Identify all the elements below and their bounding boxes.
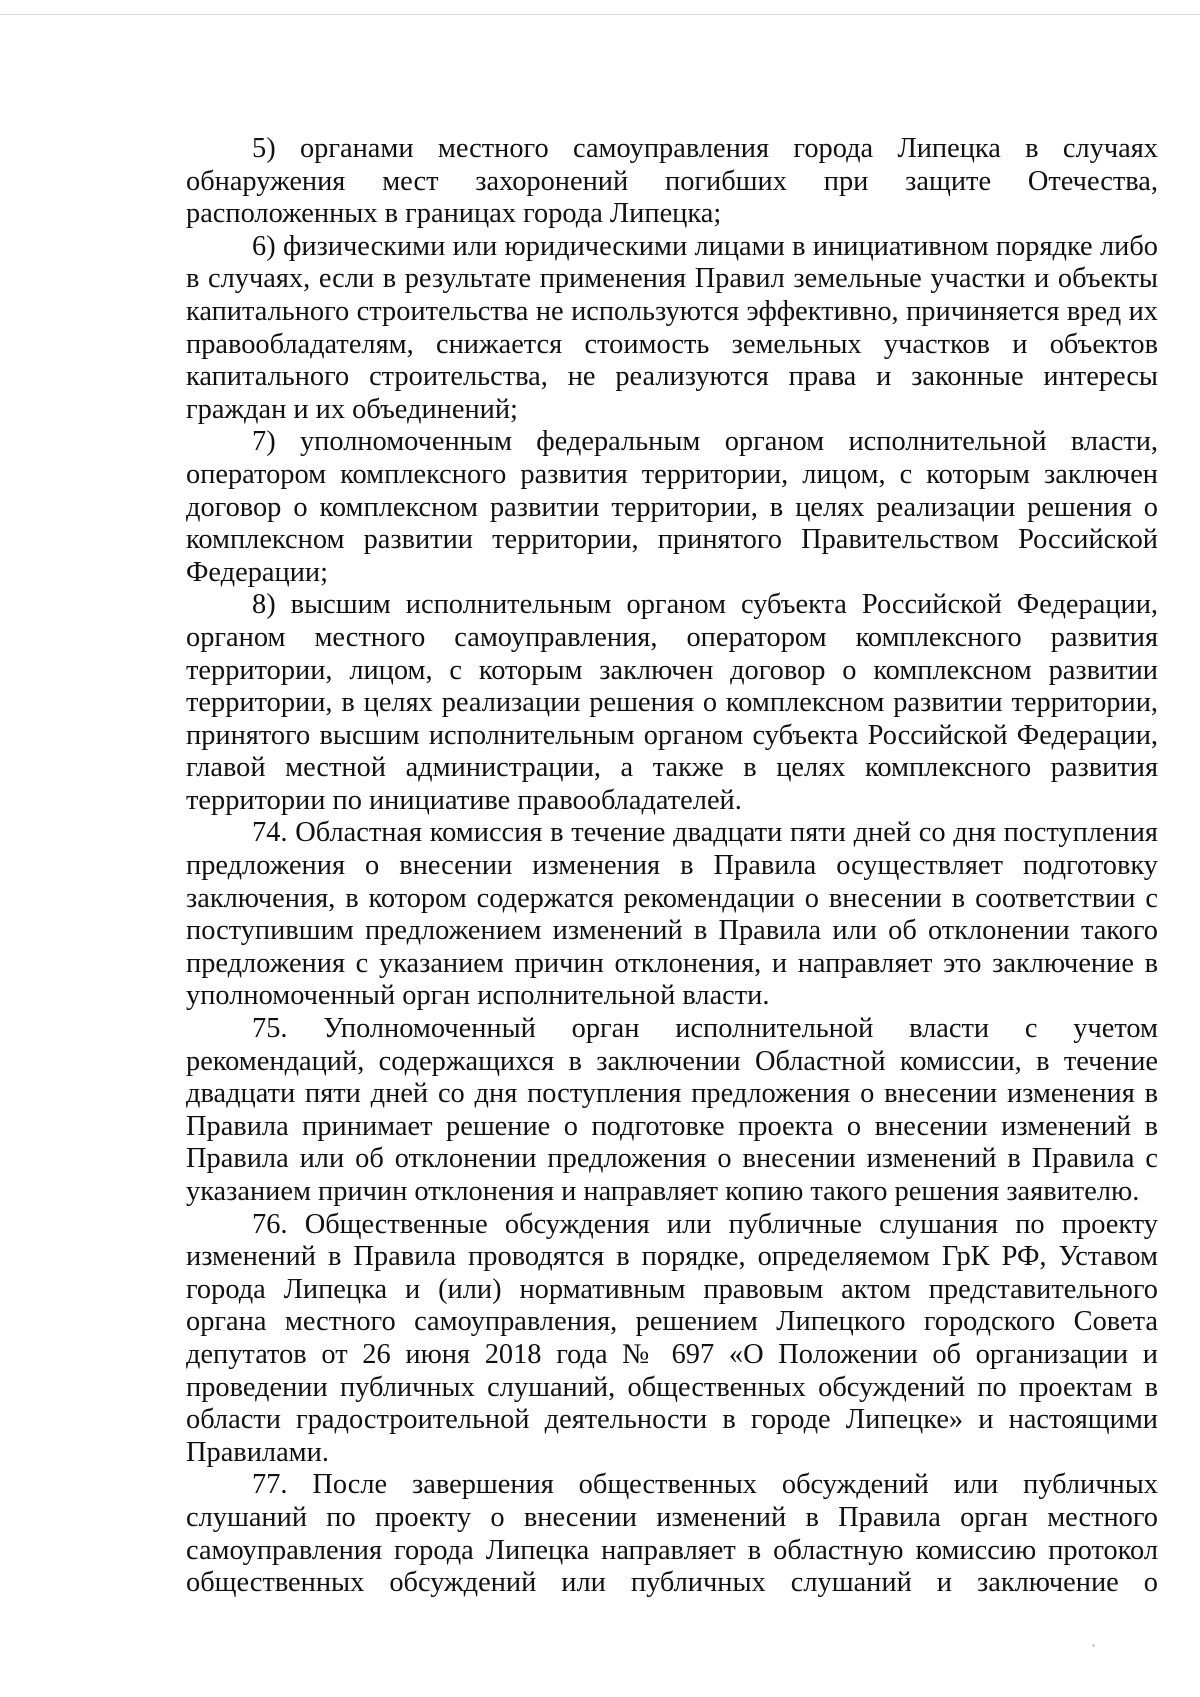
document-text-line: уполномоченный орган исполнительной власти. [186, 980, 770, 1012]
document-text-line: самоуправления города Липецка направляет в областную комиссию протокол [186, 1534, 1158, 1566]
document-text-line: территории, в целях реализации решения о комплексном развитии территории, [186, 687, 1158, 719]
document-text-line: заключения, в котором содержатся рекомендации о внесении в соответствии с [186, 882, 1158, 914]
document-text-line: предложения с указанием причин отклонения, и направляет это заключение в [186, 947, 1158, 979]
document-text-line: органом местного самоуправления, оператором комплексного развития [186, 621, 1158, 653]
document-text-line: Правила или об отклонении предложения о внесении изменений в Правила с [186, 1143, 1158, 1175]
document-text-line: правообладателям, снижается стоимость земельных участков и объектов [186, 328, 1158, 360]
document-text-line: рекомендаций, содержащихся в заключении Областной комиссии, в течение [186, 1045, 1158, 1077]
document-text-line: Федерации; [186, 556, 328, 588]
paragraph-first-line: 75. Уполномоченный орган исполнительной власти с учетом [252, 1013, 1158, 1045]
document-text-line: органа местного самоуправления, решением Липецкого городского Совета [186, 1306, 1158, 1338]
document-text-line: принятого высшим исполнительным органом субъекта Российской Федерации, [186, 719, 1158, 751]
document-body-text [186, 133, 1158, 1600]
document-text-line: в случаях, если в результате применения Правил земельные участки и объекты [186, 263, 1158, 295]
paragraph-first-line: 7) уполномоченным федеральным органом исполнительной власти, [252, 426, 1158, 458]
document-text-line: поступившим предложением изменений в Правила или об отклонении такого [186, 915, 1158, 947]
document-text-line: Правилами. [186, 1436, 329, 1468]
document-text-line: главой местной администрации, а также в целях комплексного развития [186, 752, 1158, 784]
document-text-line: города Липецка и (или) нормативным правовым актом представительного [186, 1273, 1158, 1305]
document-text-line: изменений в Правила проводятся в порядке, определяемом ГрК РФ, Уставом [186, 1241, 1158, 1273]
document-text-line: расположенных в границах города Липецка; [186, 198, 722, 230]
scan-speck [1092, 1644, 1095, 1647]
document-text-line: проведении публичных слушаний, общественных обсуждений по проектам в [186, 1371, 1158, 1403]
document-text-line: слушаний по проекту о внесении изменений в Правила орган местного [186, 1501, 1158, 1533]
document-text-line: территории по инициативе правообладателей. [186, 784, 742, 816]
paragraph-first-line: 74. Областная комиссия в течение двадцати пяти дней со дня поступления [252, 817, 1158, 849]
document-text-line: оператором комплексного развития территории, лицом, с которым заключен [186, 458, 1158, 490]
document-text-line: обнаружения мест захоронений погибших при защите Отечества, [186, 165, 1158, 197]
document-text-line: депутатов от 26 июня 2018 года № 697 «О Положении об организации и [186, 1338, 1158, 1370]
document-text-line: общественных обсуждений или публичных слушаний и заключение о [186, 1567, 1158, 1599]
document-text-line: Правила принимает решение о подготовке проекта о внесении изменений в [186, 1110, 1158, 1142]
paragraph-first-line: 76. Общественные обсуждения или публичные слушания по проекту [252, 1208, 1158, 1240]
paragraph-first-line: 5) органами местного самоуправления города Липецка в случаях [252, 133, 1158, 164]
paragraph-first-line: 8) высшим исполнительным органом субъекта Российской Федерации, [252, 589, 1158, 621]
paragraph-first-line: 6) физическими или юридическими лицами в инициативном порядке либо [252, 230, 1158, 262]
document-text-line: области градостроительной деятельности в городе Липецке» и настоящими [186, 1404, 1158, 1436]
document-text-line: указанием причин отклонения и направляет копию такого решения заявителю. [186, 1176, 1140, 1207]
page-top-edge [0, 14, 1200, 15]
document-text-line: предложения о внесении изменения в Правила осуществляет подготовку [186, 850, 1158, 882]
document-text-line: территории, лицом, с которым заключен договор о комплексном развитии [186, 654, 1158, 686]
document-text-line: капитального строительства, не реализуются права и законные интересы [186, 361, 1158, 393]
document-text-line: комплексном развитии территории, принятого Правительством Российской [186, 524, 1158, 556]
paragraph-first-line: 77. После завершения общественных обсуждений или публичных [252, 1469, 1158, 1501]
document-text-line: граждан и их объединений; [186, 393, 518, 425]
document-text-line: двадцати пяти дней со дня поступления предложения о внесении изменения в [186, 1078, 1158, 1110]
document-text-line: договор о комплексном развитии территории, в целях реализации решения о [186, 491, 1158, 523]
document-text-line: капитального строительства не используются эффективно, причиняется вред их [186, 295, 1158, 327]
